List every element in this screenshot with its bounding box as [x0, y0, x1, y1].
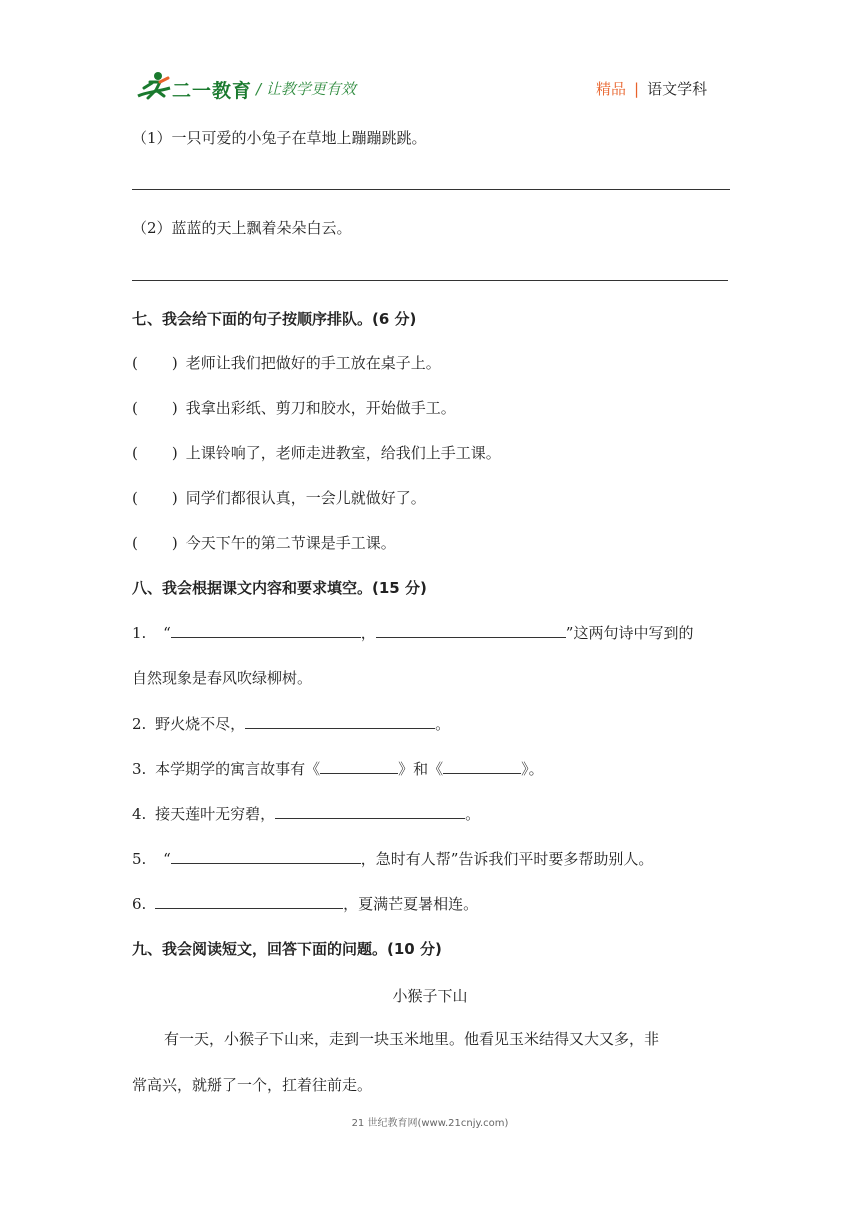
quality-label: 精品	[596, 80, 627, 98]
question-text: 》和《	[398, 760, 444, 778]
period: 。	[465, 805, 481, 823]
blank-line[interactable]	[245, 714, 435, 729]
question-number: 5.	[132, 850, 147, 868]
order-text: 我拿出彩纸、剪刀和胶水，开始做手工。	[185, 399, 456, 417]
header-separator: |	[634, 80, 640, 98]
section-9-heading: 九、我会阅读短文，回答下面的问题。(10 分)	[132, 940, 442, 958]
footer-text: 21 世纪教育网(www.21cnjy.com)	[351, 1118, 509, 1129]
passage-line-2: 常高兴，就掰了一个，扛着往前走。	[132, 1076, 373, 1094]
question-text: 野火烧不尽，	[155, 715, 246, 733]
period: 。	[435, 715, 451, 733]
fill-question-6	[132, 894, 478, 914]
paren-close[interactable]: )	[171, 354, 178, 372]
order-text: 老师让我们把做好的手工放在桌子上。	[185, 354, 441, 372]
blank-line[interactable]	[155, 894, 343, 909]
sentence-item-1: （1）一只可爱的小兔子在草地上蹦蹦跳跳。	[132, 129, 427, 147]
question-text: 本学期学的寓言故事有《	[155, 760, 321, 778]
section-7-heading: 七、我会给下面的句子按顺序排队。(6 分)	[132, 310, 417, 328]
fill-question-4	[132, 804, 480, 824]
question-number: 4.	[132, 805, 147, 823]
question-text: 》。	[521, 760, 544, 778]
fill-question-2	[132, 714, 450, 734]
paren-open[interactable]: (	[132, 399, 138, 417]
order-text: 同学们都很认真，一会儿就做好了。	[185, 489, 426, 507]
section-8-heading: 八、我会根据课文内容和要求填空。(15 分)	[132, 579, 427, 597]
order-item	[132, 533, 396, 553]
running-man-icon	[136, 70, 172, 104]
fill-question-1	[132, 623, 693, 643]
blank-line[interactable]	[376, 623, 566, 638]
order-text: 今天下午的第二节课是手工课。	[185, 534, 396, 552]
logo-text: 二一教育	[172, 80, 253, 102]
order-item	[132, 353, 441, 373]
blank-line[interactable]	[320, 759, 398, 774]
paren-open[interactable]: (	[132, 444, 138, 462]
paren-open[interactable]: (	[132, 534, 138, 552]
slogan: / 让教学更有效	[256, 80, 356, 98]
paren-open[interactable]: (	[132, 354, 138, 372]
answer-line[interactable]	[132, 189, 730, 190]
question-text: ”这两句诗中写到的	[565, 624, 694, 642]
subject-label: 语文学科	[647, 80, 708, 98]
question-text: ，急时有人帮”告诉我们平时要多帮助别人。	[360, 850, 654, 868]
passage-line-1: 有一天，小猴子下山来，走到一块玉米地里。他看见玉米结得又大又多，非	[164, 1030, 660, 1048]
paren-open[interactable]: (	[132, 489, 138, 507]
question-number: 2.	[132, 715, 147, 733]
blank-line[interactable]	[171, 623, 361, 638]
paren-close[interactable]: )	[171, 444, 178, 462]
order-text: 上课铃响了，老师走进教室，给我们上手工课。	[185, 444, 501, 462]
question-text: ，夏满芒夏暑相连。	[343, 895, 479, 913]
order-item	[132, 443, 501, 463]
question-text: 接天莲叶无穷碧，	[155, 805, 276, 823]
quote-open: “	[163, 624, 171, 642]
question-number: 1.	[132, 624, 147, 642]
paren-close[interactable]: )	[171, 489, 178, 507]
header-right	[596, 78, 707, 99]
question-number: 3.	[132, 760, 147, 778]
blank-line[interactable]	[275, 804, 465, 819]
paren-close[interactable]: )	[171, 534, 178, 552]
order-item	[132, 398, 456, 418]
paren-close[interactable]: )	[171, 399, 178, 417]
order-item	[132, 488, 426, 508]
sentence-item-2: （2）蓝蓝的天上飘着朵朵白云。	[132, 219, 352, 237]
comma: ，	[360, 624, 376, 642]
question-number: 6.	[132, 895, 147, 913]
quote-open: “	[163, 850, 171, 868]
fill-question-3	[132, 759, 544, 779]
answer-line[interactable]	[132, 280, 728, 281]
blank-line[interactable]	[171, 849, 361, 864]
passage-title: 小猴子下山	[392, 987, 468, 1005]
blank-line[interactable]	[443, 759, 521, 774]
fill-question-5	[132, 849, 653, 869]
fill-question-1-continued: 自然现象是春风吹绿柳树。	[132, 669, 313, 687]
